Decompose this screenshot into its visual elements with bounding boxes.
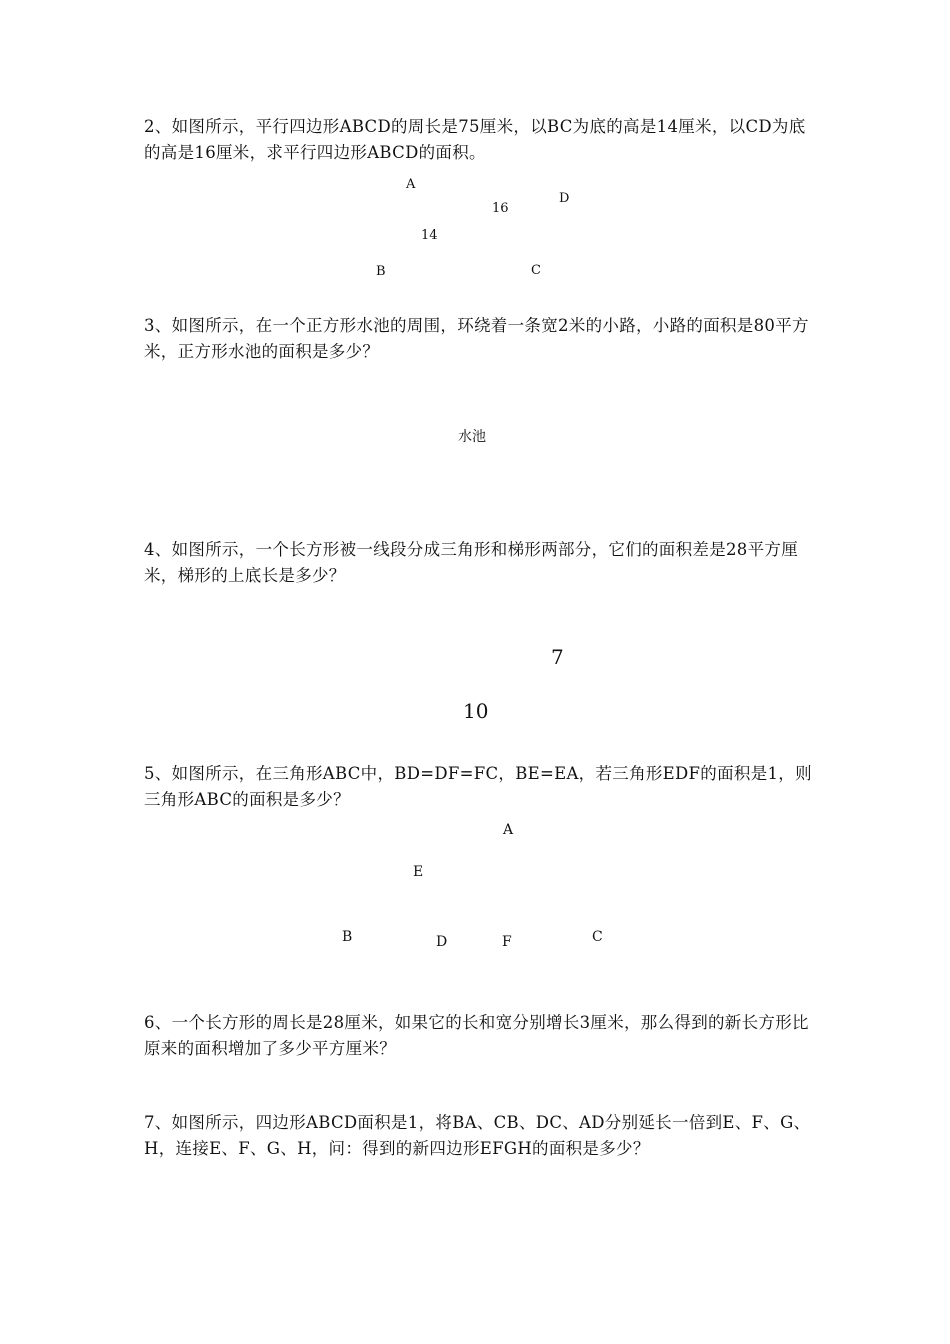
label-b: B bbox=[376, 264, 386, 279]
label-side-7: 7 bbox=[551, 645, 564, 669]
label-f: F bbox=[502, 934, 512, 950]
problem-3-text: 3、如图所示，在一个正方形水池的周围，环绕着一条宽2米的小路，小路的面积是80平方米，正方形水池的面积是多少？ bbox=[144, 316, 809, 361]
label-pool: 水池 bbox=[458, 429, 486, 445]
problem-4-text: 4、如图所示，一个长方形被一线段分成三角形和梯形两部分，它们的面积差是28平方厘米，梯形的上底长是多少？ bbox=[144, 540, 798, 585]
label-e: E bbox=[413, 864, 424, 880]
problem-5-text: 5、如图所示，在三角形ABC中，BD=DF=FC，BE=EA，若三角形EDF的面积是1，则三角形ABC的面积是多少？ bbox=[144, 764, 812, 809]
problem-6-text: 6、一个长方形的周长是28厘米，如果它的长和宽分别增长3厘米，那么得到的新长方形比原来的面积增加了多少平方厘米？ bbox=[144, 1013, 809, 1058]
label-height-14: 14 bbox=[421, 228, 438, 243]
label-b: B bbox=[342, 929, 353, 945]
label-a: A bbox=[503, 822, 514, 838]
label-height-16: 16 bbox=[492, 201, 509, 216]
label-c: C bbox=[592, 929, 603, 945]
label-d: D bbox=[436, 934, 448, 950]
label-a: A bbox=[406, 177, 416, 192]
label-bottom-10: 10 bbox=[463, 699, 489, 723]
label-c: C bbox=[531, 263, 541, 278]
problem-2-text: 2、如图所示，平行四边形ABCD的周长是75厘米，以BC为底的高是14厘米，以CD为底的高是16厘米，求平行四边形ABCD的面积。 bbox=[144, 117, 806, 162]
label-d: D bbox=[559, 191, 570, 206]
problem-7-text: 7、如图所示，四边形ABCD面积是1，将BA、CB、DC、AD分别延长一倍到E、F、G、H，连接E、F、G、H，问：得到的新四边形EFGH的面积是多少？ bbox=[144, 1113, 811, 1158]
